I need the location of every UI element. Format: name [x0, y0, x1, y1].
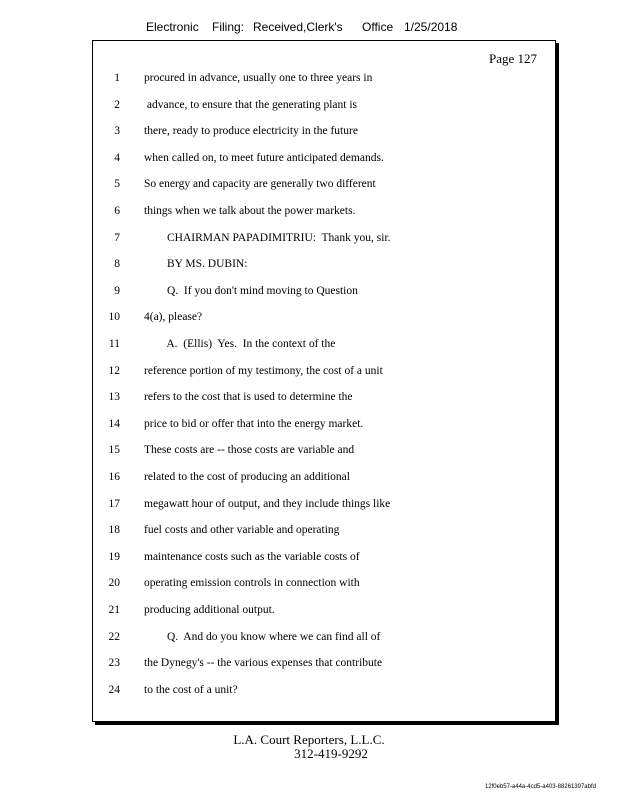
transcript-line — [93, 99, 555, 117]
court-reporter-phone: 312-419-9292 — [294, 746, 368, 761]
line-number: 6 — [114, 205, 120, 217]
transcript-line — [93, 657, 555, 675]
transcript-line — [93, 418, 555, 436]
line-text: advance, to ensure that the generating plant is — [144, 98, 357, 111]
line-number: 1 — [114, 72, 120, 84]
line-number: 2 — [114, 98, 120, 111]
line-number: 10 — [108, 311, 120, 324]
line-text: producing additional output. — [144, 604, 275, 616]
line-text: when called on, to meet future anticipated demands. — [144, 151, 384, 164]
transcript-line — [93, 551, 555, 569]
line-number: 7 — [114, 231, 120, 244]
line-number: 17 — [108, 497, 120, 510]
line-text: Q. If you don't mind moving to Question — [144, 284, 358, 297]
line-text: CHAIRMAN PAPADIMITRIU: Thank you, sir. — [144, 231, 391, 244]
line-number: 16 — [108, 471, 120, 483]
transcript-line — [93, 178, 555, 196]
line-number: 19 — [108, 550, 120, 563]
line-text: A. (Ellis) Yes. In the context of the — [144, 338, 336, 350]
transcript-line — [93, 577, 555, 595]
transcript-line — [93, 444, 555, 462]
line-text: These costs are -- those costs are variable and — [144, 444, 355, 457]
line-text: 4(a), please? — [144, 311, 203, 324]
filing-header-part: Received,Clerk's — [253, 20, 343, 34]
transcript-line — [93, 684, 555, 702]
line-text: price to bid or offer that into the energy market. — [144, 417, 364, 430]
filing-header — [0, 20, 618, 36]
transcript-line — [93, 72, 555, 90]
transcript-page — [92, 40, 556, 722]
line-text: reference portion of my testimony, the cost of a unit — [144, 364, 383, 377]
line-number: 11 — [108, 338, 120, 350]
line-number: 22 — [108, 630, 120, 643]
line-text: related to the cost of producing an additional — [144, 471, 350, 483]
transcript-line — [93, 285, 555, 303]
line-text: megawatt hour of output, and they include things like — [144, 497, 391, 510]
line-text: So energy and capacity are generally two different — [144, 178, 376, 191]
filing-header-date: 1/25/2018 — [404, 20, 458, 34]
line-text: procured in advance, usually one to three years in — [144, 72, 373, 84]
line-number: 24 — [108, 683, 120, 696]
transcript-line — [93, 258, 555, 276]
transcript-line — [93, 365, 555, 383]
line-text: the Dynegy's -- the various expenses that contribute — [144, 657, 383, 670]
line-number: 5 — [114, 178, 120, 191]
line-text: things when we talk about the power markets. — [144, 205, 356, 217]
transcript-line — [93, 125, 555, 143]
transcript-line — [93, 631, 555, 649]
transcript-line — [93, 232, 555, 250]
line-number: 20 — [108, 577, 120, 590]
line-text: Q. And do you know where we can find all of — [144, 630, 381, 643]
line-number: 3 — [114, 125, 120, 138]
line-number: 23 — [108, 657, 120, 670]
line-text: operating emission controls in connection with — [144, 577, 360, 590]
filing-header-part: Filing: — [212, 20, 245, 34]
transcript-line — [93, 152, 555, 170]
line-text: refers to the cost that is used to determine the — [144, 391, 353, 404]
line-number: 4 — [114, 151, 120, 164]
transcript-line — [93, 205, 555, 223]
transcript-line — [93, 391, 555, 409]
page-number: Page 127 — [488, 51, 537, 66]
transcript-line — [93, 311, 555, 329]
line-text: maintenance costs such as the variable costs of — [144, 550, 360, 563]
filing-header-part: Office — [362, 20, 394, 34]
line-number: 14 — [108, 417, 120, 430]
transcript-line — [93, 498, 555, 516]
filing-header-part: Electronic — [146, 20, 199, 34]
line-number: 12 — [108, 364, 120, 377]
line-number: 8 — [114, 258, 120, 271]
document-id: 12f0eb57-a44a-4cd5-a403-88261397abfd — [484, 784, 596, 790]
line-number: 21 — [108, 604, 120, 616]
line-number: 18 — [108, 524, 120, 537]
line-number: 9 — [114, 284, 120, 297]
page-footer — [0, 733, 618, 761]
transcript-line — [93, 471, 555, 489]
line-text: there, ready to produce electricity in the future — [144, 125, 358, 138]
line-text: fuel costs and other variable and operating — [144, 524, 340, 537]
transcript-line — [93, 604, 555, 622]
line-text: to the cost of a unit? — [144, 683, 238, 696]
transcript-line — [93, 338, 555, 356]
line-text: BY MS. DUBIN: — [144, 258, 248, 271]
court-reporter-name: L.A. Court Reporters, L.L.C. — [233, 732, 385, 747]
line-number: 15 — [108, 444, 120, 457]
transcript-line — [93, 524, 555, 542]
line-number: 13 — [108, 391, 120, 404]
